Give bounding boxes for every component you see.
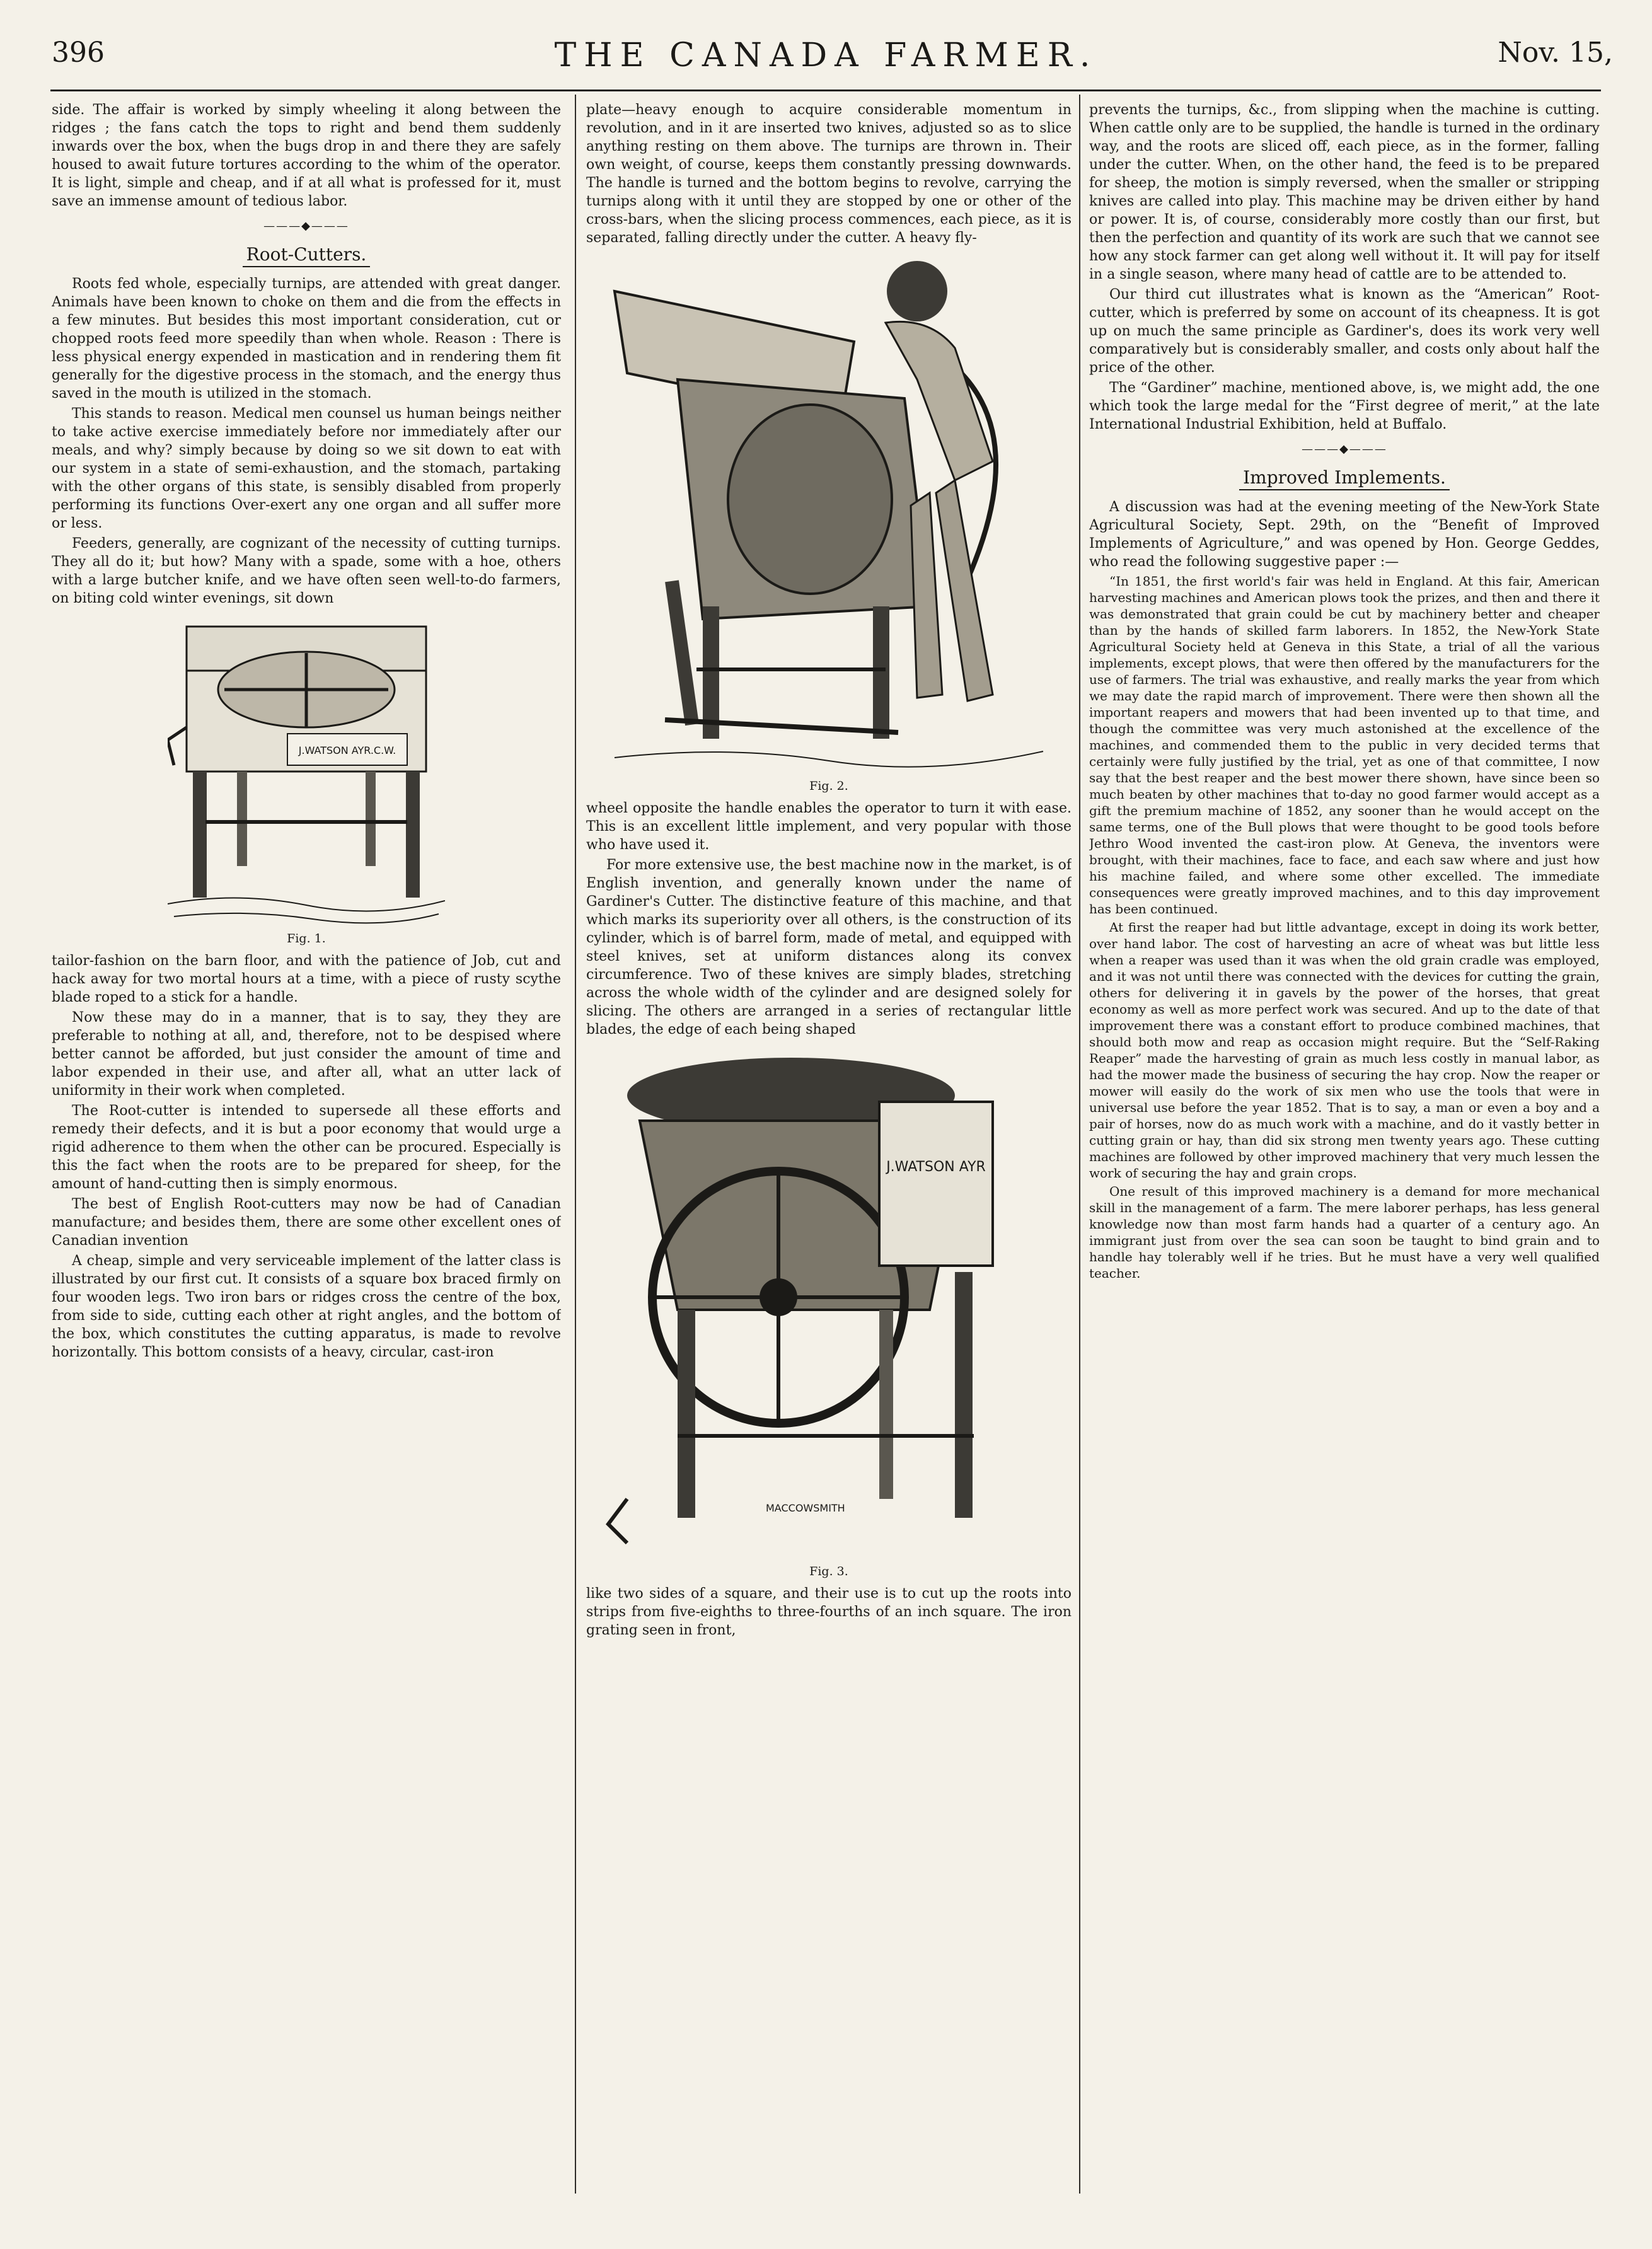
masthead-title: THE CANADA FARMER. — [554, 37, 1098, 74]
figure-2-gardiner-cutter — [596, 253, 1062, 793]
article-paragraph: tailor-fashion on the barn floor, and with the patience of Job, cut and hack away for two mortal hours at a time, with a piece of rusty scythe blade roped to a stick for a handle. — [52, 953, 561, 1005]
column-2 — [586, 101, 1071, 2200]
figure-1-root-cutter-box — [161, 614, 451, 945]
quoted-paper-paragraph: One result of this improved machinery is a demand for more mechanical skill in the management of a farm. The mere laborer perhaps, has less general knowledge now than most farm hands had a quarter of a century ago. An immigrant just from over the sea can soon be taught to bind grain and to handle hay tolerably well if he tries. But he must have a very well qualified teacher. — [1089, 1184, 1600, 1281]
section-heading-improved-implements: Improved Implements. — [1089, 467, 1600, 488]
article-paragraph: Our third cut illustrates what is known as the “American” Root-cutter, which is preferred by some on account of its cheapness. It is got up on much the same principle as Gardiner's, does its work very well comparatively but is considerably smaller, and costs only about half the price of the other. — [1089, 287, 1600, 376]
article-paragraph: This stands to reason. Medical men counsel us human beings neither to take active exercise immediately before nor immediately after our meals, and why? simply because by doing so we sit down to eat with our system in a state of semi-exhaustion, and the stomach, partaking with the other organs of this state, is sensibly disabled from properly performing its functions Over-exert any one organ and all suffer more or less. — [52, 406, 561, 531]
column-divider-2 — [1079, 95, 1080, 2194]
article-paragraph: prevents the turnips, &c., from slipping when the machine is cutting. When cattle only are to be supplied, the handle is turned in the ordinary way, and the roots are sliced off, each piece, as in the former, falling under the cutter. When, on the other hand, the feed is to be prepared for sheep, the motion is simply reversed, when the smaller or stripping knives are called into play. This machine may be driven either by hand or power. It is, of course, considerably more costly than our first, but then the perfection and quantity of its work are such that we cannot see how any stock farmer can get along well without it. It will pay for itself in a single season, where many head of cattle are to be attended to. — [1089, 102, 1600, 282]
quoted-paper-paragraph: “In 1851, the first world's fair was held in England. At this fair, American harvesting machines and American plows took the prizes, and then and there it was demonstrated that grain could be cut by machinery better and cheaper than by the hands of skilled farm laborers. In 1852, the New-York State Agricultural Society held at Geneva in this State, a trial of all the various implements, except plows, that were then offered by the manufacturers for the use of farmers. The trial was exhaustive, and really marks the year from which we may date the rapid march of improvement. There were then shown all the important reapers and mowers that had been invented up to that time, and though the committee was very much astonished at the excellence of the machines, and commended them to the public in very decided terms that certainly were fully justified by the trial, yet as one of that committee, I now say that the best reaper and the best mower there shown, have since been so much beaten by other machines that to-day no good farmer would accept as a gift the premium machine of 1852, any sooner than he would accept on the same terms, one of the Bull plows that were thought to be good tools before Jethro Wood invented the cast-iron plow. At Geneva, the inventors were brought, with their machines, face to face, and each saw where and just how his machine failed, and where some other excelled. The immediate consequences were greatly improved machines, and to this day improvement has been continued. — [1089, 574, 1600, 916]
column-1 — [52, 101, 561, 2200]
article-paragraph: Roots fed whole, especially turnips, are attended with great danger. Animals have been known to choke on them and die from the effects in a few minutes. But besides this most important consideration, cut or chopped roots feed more speedily than when whole. Reason : There is less physical energy expended in mastication and in rendering them fit generally for the digestive process in the stomach, and the energy thus saved in the mouth is utilized in the stomach. — [52, 276, 561, 402]
article-paragraph: side. The affair is worked by simply wheeling it along between the ridges ; the fans catch the tops to right and bend them suddenly inwards over the box, when the bugs drop in and there they are safely housed to await future tortures according to the whim of the operator. It is light, simple and cheap, and if at all what is professed for it, must save an immense amount of tedious labor. — [52, 102, 561, 209]
article-paragraph: plate—heavy enough to acquire considerable momentum in revolution, and in it are inserted two knives, adjusted so as to slice anything resting on them above. The turnips are thrown in. Their own weight, of course, keeps them constantly pressing downwards. The handle is turned and the bottom begins to revolve, carrying the turnips along with it until they are stopped by one or other of the cross-bars, when the slicing process commences, each piece, as it is separated, falling directly under the cutter. A heavy fly- — [586, 102, 1071, 246]
column-divider-1 — [575, 95, 576, 2194]
figure-2-engraving — [602, 253, 1056, 777]
section-ornament: ———◆——— — [263, 219, 349, 233]
article-paragraph: Now these may do in a manner, that is to say, they they are preferable to nothing at all, and, therefore, not to be despised where better cannot be afforded, but just consider the amount of time and labor expended in their use, and after all, what an utter lack of uniformity in their work when completed. — [52, 1010, 561, 1099]
figure-3-american-root-cutter — [596, 1045, 1062, 1578]
article-paragraph: The “Gardiner” machine, mentioned above, is, we might add, the one which took the large medal for the “First degree of merit,” at the late International Industrial Exhibition, held at Buffalo. — [1089, 380, 1600, 432]
article-paragraph: A cheap, simple and very serviceable implement of the latter class is illustrated by our first cut. It consists of a square box braced firmly on four wooden legs. Two iron bars or ridges cross the centre of the box, from side to side, cutting each other at right angles, and the bottom of the box, which constitutes the cutting apparatus, is made to revolve horizontally. This bottom consists of a heavy, circular, cast-iron — [52, 1253, 561, 1360]
article-paragraph: The Root-cutter is intended to supersede all these efforts and remedy their defects, and it is but a poor economy that would urge a rigid adherence to them when the other can be procured. Especially is this the fact when the roots are to be prepared for sheep, for the amount of hand-cutting then is simply enormous. — [52, 1103, 561, 1192]
page-number: 396 — [52, 37, 105, 69]
header-rule — [50, 90, 1601, 91]
quoted-paper-paragraph: At first the reaper had but little advantage, except in doing its work better, over hand labor. The cost of harvesting an acre of wheat was but little less when a reaper was used than it was when the old grain cradle was employed, and it was not until there was connected with the devices for cutting the grain, others for delivering it in gavels by the power of the horses, that great economy as well as more perfect work was secured. And up to the date of that improvement there was a constant effort to produce combined machines, that should both mow and reap as occasion might require. But the “Self-Raking Reaper” made the harvesting of grain as much less costly in manual labor, as had the mower made the business of securing the hay crop. Now the reaper or mower will easily do the work of six men who use the tools that were in universal use before the year 1852. That is to say, a man or even a boy and a pair of horses, now do as much work with a machine, and do it vastly better in cutting grain or hay, than did six strong men twenty years ago. These cutting machines are followed by other improved machinery that very much lessen the work of securing the hay and grain crops. — [1089, 920, 1600, 1181]
figure-3-caption: Fig. 3. — [809, 1564, 848, 1578]
article-paragraph: like two sides of a square, and their use is to cut up the roots into strips from five-eighths to three-fourths of an inch square. The iron grating seen in front, — [586, 1586, 1071, 1638]
article-paragraph: The best of English Root-cutters may now be had of Canadian manufacture; and besides them, there are some other excellent ones of Canadian invention — [52, 1196, 561, 1249]
figure-1-maker-label: J.WATSON AYR.C.W. — [298, 744, 396, 756]
article-paragraph: Feeders, generally, are cognizant of the necessity of cutting turnips. They all do it; but how? Many with a spade, some with a hoe, others with a large butcher knife, and we have often seen well-to-do farmers, on biting cold winter evenings, sit down — [52, 536, 561, 606]
figure-1-caption: Fig. 1. — [287, 932, 326, 945]
figure-3-engraving — [602, 1045, 1056, 1562]
article-paragraph: A discussion was had at the evening meeting of the New-York State Agricultural Society, Sept. 29th, on the “Benefit of Improved Implements of Agriculture,” and was opened by Hon. George Geddes, who read the following suggestive paper :— — [1089, 499, 1600, 570]
figure-1-engraving — [168, 614, 445, 929]
article-paragraph: wheel opposite the handle enables the operator to turn it with ease. This is an excellent little implement, and very popular with those who have used it. — [586, 801, 1071, 853]
article-paragraph: For more extensive use, the best machine now in the market, is of English invention, and generally known under the name of Gardiner's Cutter. The distinctive feature of this machine, and that which marks its superiority over all others, is the construction of its cylinder, which is of barrel form, made of metal, and equipped with steel knives, set at uniform distances along its convex circumference. Two of these knives are simply blades, stretching across the whole width of the cylinder and are designed solely for slicing. The others are arranged in a series of rectangular little blades, the edge of each being shaped — [586, 857, 1071, 1038]
figure-2-caption: Fig. 2. — [809, 779, 848, 793]
section-heading-root-cutters: Root-Cutters. — [52, 244, 561, 265]
section-ornament: ———◆——— — [1302, 442, 1387, 456]
figure-3-maker-label: J.WATSON AYR — [886, 1159, 986, 1175]
page-header — [0, 37, 1652, 81]
figure-3-engraver-credit: MACCOWSMITH — [766, 1502, 845, 1514]
issue-date: Nov. 15, — [1498, 37, 1613, 69]
column-3 — [1089, 101, 1600, 2200]
